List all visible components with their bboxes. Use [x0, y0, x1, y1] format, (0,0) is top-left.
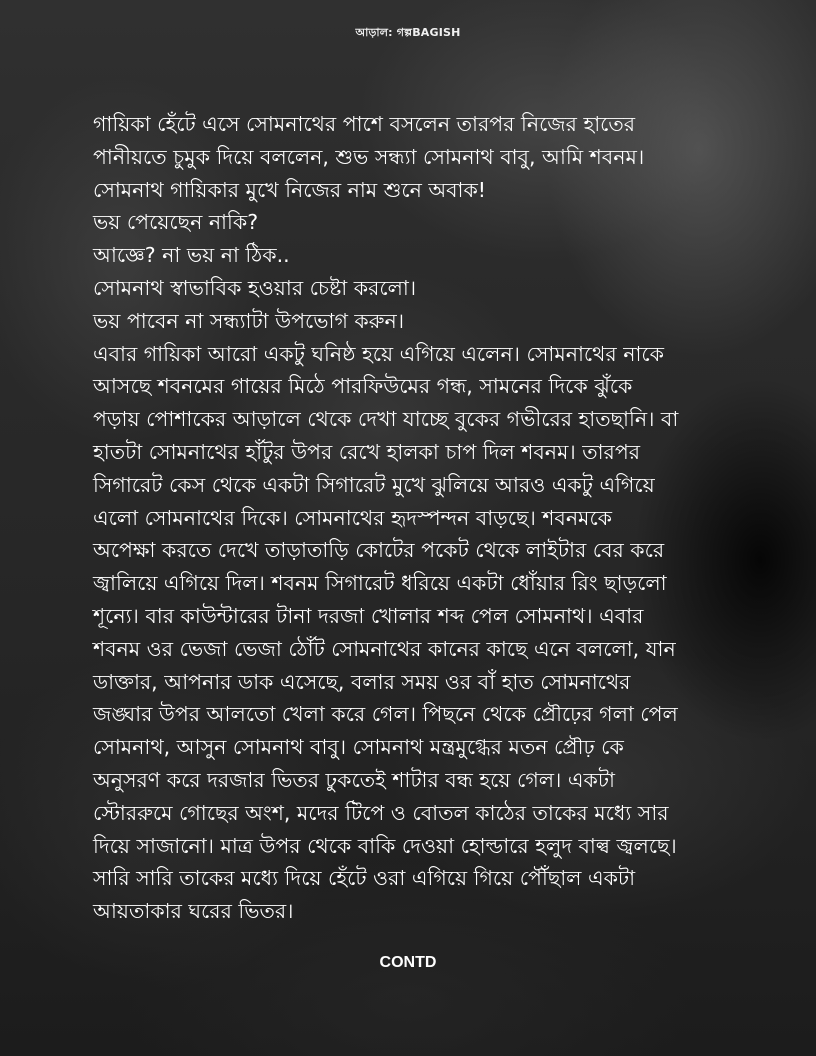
story-line: সিগারেট কেস থেকে একটা সিগারেট মুখে ঝুলিয়ে আরও একটু এগিয়ে — [93, 472, 655, 497]
story-line: এলো সোমনাথের দিকে। সোমনাথের হৃদস্পন্দন বাড়ছে। শবনমকে — [93, 505, 613, 530]
story-line: অপেক্ষা করতে দেখে তাড়াতাড়ি কোটের পকেট থেকে লাইটার বের করে — [93, 538, 665, 563]
story-line: সোমনাথ গায়িকার মুখে নিজের নাম শুনে অবাক! — [93, 177, 487, 202]
story-line: আজ্ঞে? না ভয় না ঠিক.. — [93, 243, 290, 268]
continued-label: CONTD — [379, 954, 437, 971]
story-line: গায়িকা হেঁটে এসে সোমনাথের পাশে বসলেন তারপর নিজের হাতের — [93, 112, 636, 136]
story-line: জঙ্ঘার উপর আলতো খেলা করে গেল। পিছনে থেকে প্রৌঢ়ের গলা পেল — [93, 702, 678, 727]
story-line: আসছে শবনমের গায়ের মিঠে পারফিউমের গন্ধ, সামনের দিকে ঝুঁকে — [93, 374, 633, 399]
story-line: সোমনাথ স্বাভাবিক হওয়ার চেষ্টা করলো। — [93, 275, 417, 300]
story-line: শূন্যে। বার কাউন্টারের টানা দরজা খোলার শব্দ পেল সোমনাথ। এবার — [93, 603, 644, 628]
story-line: স্টোররুমে গোছের অংশ, মদের টিপে ও বোতল কাঠের তাকের মধ্যে সার — [93, 800, 669, 825]
story-line: শবনম ওর ভেজা ভেজা ঠোঁট সোমনাথের কানের কাছে এনে বললো, যান — [93, 636, 676, 661]
story-line: আয়তাকার ঘরের ভিতর। — [93, 899, 294, 924]
story-line: এবার গায়িকা আরো একটু ঘনিষ্ঠ হয়ে এগিয়ে এলেন। সোমনাথের নাকে — [93, 341, 664, 366]
story-line: ভয় পেয়েছেন নাকি? — [93, 210, 259, 235]
page-header: আড়াল: গল্পBAGISH — [355, 26, 461, 39]
story-line: পড়ায় পোশাকের আড়ালে থেকে দেখা যাচ্ছে বুকের গভীরের হাতছানি। বা — [93, 407, 679, 432]
story-line: সোমনাথ, আসুন সোমনাথ বাবু। সোমনাথ মন্ত্রমুগ্ধের মতন প্রৌঢ় কে — [93, 735, 624, 760]
story-line: দিয়ে সাজানো। মাত্র উপর থেকে বাকি দেওয়া হোল্ডারে হলুদ বাল্ব জ্বলছে। — [93, 833, 677, 858]
story-line: হাতটা সোমনাথের হাঁটুর উপর রেখে হালকা চাপ দিল শবনম। তারপর — [93, 439, 641, 464]
story-text — [93, 108, 753, 928]
story-line: পানীয়তে চুমুক দিয়ে বললেন, শুভ সন্ধ্যা সোমনাথ বাবু, আমি শবনম। — [93, 144, 645, 169]
story-line: ভয় পাবেন না সন্ধ্যাটা উপভোগ করুন। — [93, 308, 405, 333]
story-line: সারি সারি তাকের মধ্যে দিয়ে হেঁটে ওরা এগিয়ে গিয়ে পৌঁছাল একটা — [93, 866, 636, 891]
story-line: ডাক্তার, আপনার ডাক এসেছে, বলার সময় ওর বাঁ হাত সোমনাথের — [93, 669, 631, 694]
story-line: জ্বালিয়ে এগিয়ে দিল। শবনম সিগারেট ধরিয়ে একটা ধোঁয়ার রিং ছাড়লো — [93, 571, 667, 596]
story-line: অনুসরণ করে দরজার ভিতর ঢুকতেই শাটার বন্ধ হয়ে গেল। একটা — [93, 767, 615, 792]
